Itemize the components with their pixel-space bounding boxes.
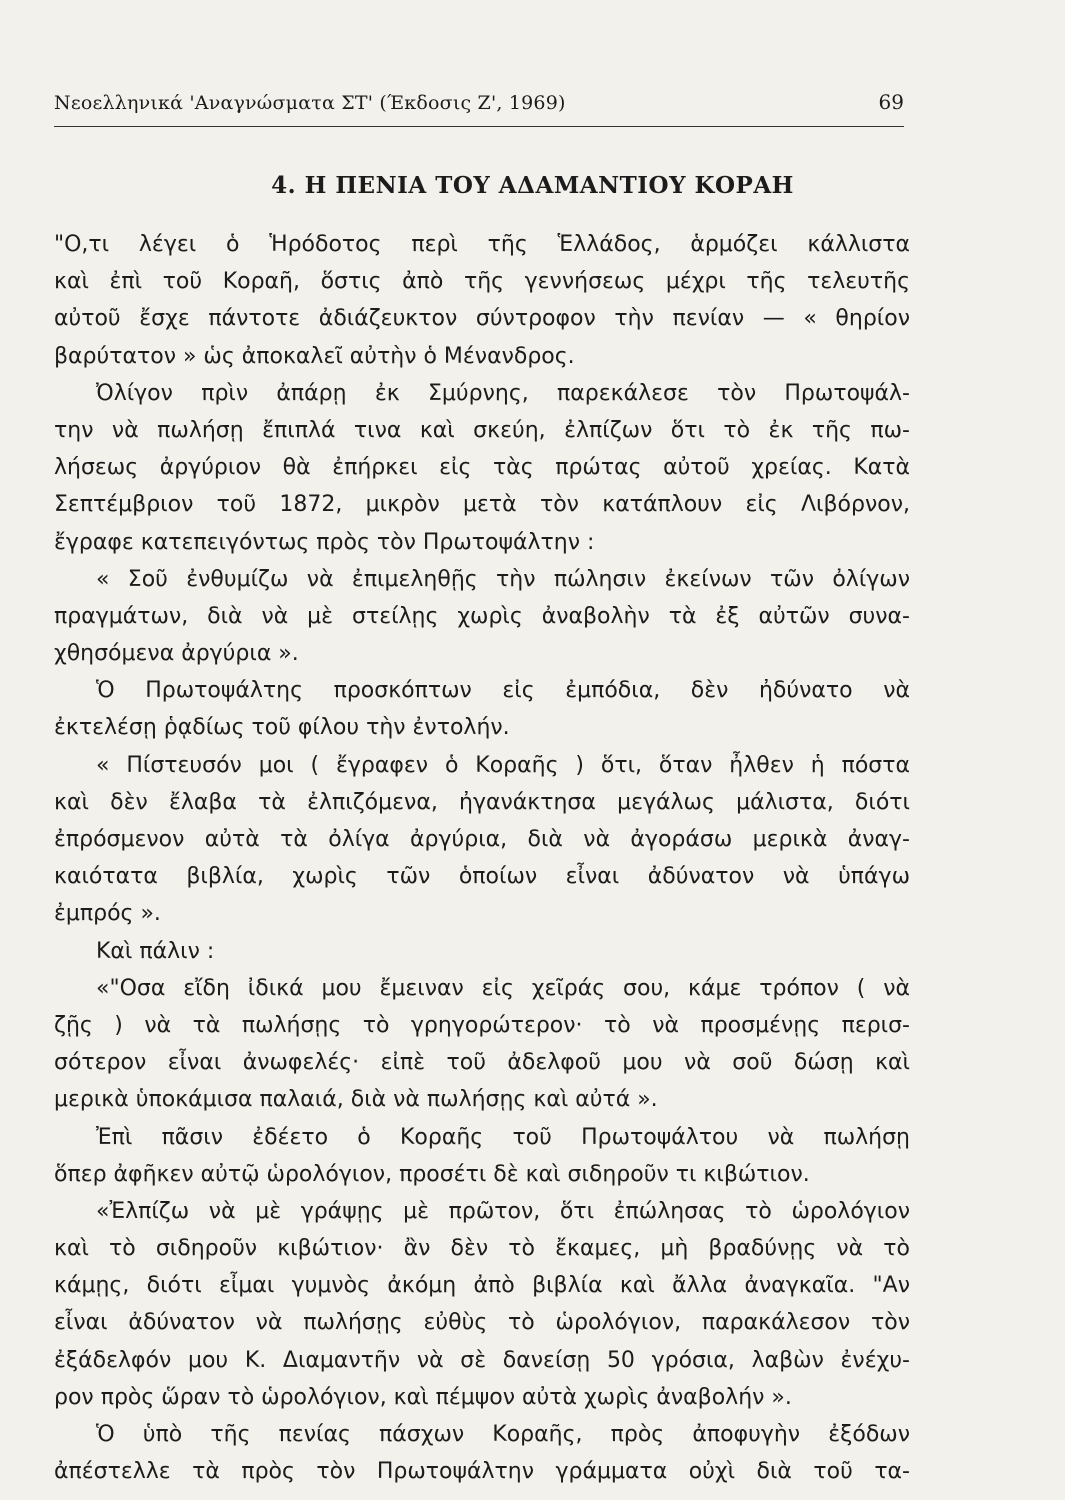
text-line: ἐπρόσμενον αὐτὰ τὰ ὀλίγα ἀργύρια, διὰ νὰ ἀγοράσω μερικὰ ἀναγ- bbox=[54, 827, 910, 852]
text-line: μερικὰ ὑποκάμισα παλαιά, διὰ νὰ πωλήσῃς καὶ αὐτά ». bbox=[54, 1087, 658, 1113]
text-line: ζῇς ) νὰ τὰ πωλήσῃς τὸ γρηγορώτερον· τὸ νὰ προσμένῃς περισ- bbox=[54, 1012, 910, 1038]
text-line: ἀπέστελλε τὰ πρὸς τὸν Πρωτοψάλτην γράμματα οὐχὶ διὰ τοῦ τα- bbox=[54, 1459, 910, 1485]
text-line: «Ἐλπίζω νὰ μὲ γράψῃς μὲ πρῶτον, ὅτι ἐπώλησας τὸ ὡρολόγιον bbox=[96, 1198, 910, 1224]
body-text bbox=[54, 226, 910, 1490]
text-line: Ὀλίγον πρὶν ἀπάρῃ ἐκ Σμύρνης, παρεκάλεσε τὸν Πρωτοψάλ- bbox=[96, 380, 910, 406]
text-line: ἐξάδελφόν μου Κ. Διαμαντῆν νὰ σὲ δανείσῃ 50 γρόσια, λαβὼν ἐνέχυ- bbox=[54, 1347, 910, 1373]
text-line: πραγμάτων, διὰ νὰ μὲ στείλῃς χωρὶς ἀναβολὴν τὰ ἐξ αὐτῶν συνα- bbox=[54, 603, 910, 629]
text-line: την νὰ πωλήσῃ ἔπιπλά τινα καὶ σκεύη, ἐλπίζων ὅτι τὸ ἐκ τῆς πω- bbox=[54, 417, 910, 443]
text-line: αὐτοῦ ἔσχε πάντοτε ἀδιάζευκτον σύντροφον τὴν πενίαν — « θηρίον bbox=[54, 306, 910, 332]
text-line: Ὁ Πρωτοψάλτης προσκόπτων εἰς ἐμπόδια, δὲν ἠδύνατο νὰ bbox=[96, 678, 910, 704]
text-line: σότερον εἶναι ἀνωφελές· εἰπὲ τοῦ ἀδελφοῦ μου νὰ σοῦ δώσῃ καὶ bbox=[54, 1050, 910, 1076]
text-line: Σεπτέμβριον τοῦ 1872, μικρὸν μετὰ τὸν κατάπλουν εἰς Λιβόρνον, bbox=[54, 492, 910, 518]
text-line: καὶ τὸ σιδηροῦν κιβώτιον· ἂν δὲν τὸ ἔκαμες, μὴ βραδύνῃς νὰ τὸ bbox=[54, 1236, 910, 1262]
text-line: κάμῃς, διότι εἶμαι γυμνὸς ἀκόμη ἀπὸ βιβλία καὶ ἄλλα ἀναγκαῖα. "Αν bbox=[54, 1273, 910, 1299]
text-line: εἶναι ἀδύνατον νὰ πωλήσῃς εὐθὺς τὸ ὡρολόγιον, παρακάλεσον τὸν bbox=[54, 1310, 910, 1336]
text-line: ἔγραφε κατεπειγόντως πρὸς τὸν Πρωτοψάλτην : bbox=[54, 529, 595, 555]
text-line: « Σοῦ ἐνθυμίζω νὰ ἐπιμεληθῇς τὴν πώλησιν ἐκείνων τῶν ὀλίγων bbox=[96, 566, 910, 592]
page-number: 69 bbox=[878, 90, 904, 114]
text-line: «"Οσα εἴδη ἰδικά μου ἔμειναν εἰς χεῖράς σου, κάμε τρόπον ( νὰ bbox=[96, 975, 910, 1001]
text-line: « Πίστευσόν μοι ( ἔγραφεν ὁ Κοραῆς ) ὅτι, ὅταν ἦλθεν ἡ πόστα bbox=[96, 752, 910, 778]
text-line: Ἐπὶ πᾶσιν ἐδέετο ὁ Κοραῆς τοῦ Πρωτοψάλτου νὰ πωλήσῃ bbox=[96, 1124, 910, 1150]
text-line: ὅπερ ἀφῆκεν αὐτῷ ὡρολόγιον, προσέτι δὲ καὶ σιδηροῦν τι κιβώτιον. bbox=[54, 1161, 810, 1187]
running-title: Νεοελληνικά 'Αναγνώσματα ΣΤ' (Έκδοσις Ζ', 1969) bbox=[54, 92, 566, 114]
text-line: καὶ ἐπὶ τοῦ Κοραῆ, ὅστις ἀπὸ τῆς γεννήσεως μέχρι τῆς τελευτῆς bbox=[54, 269, 910, 295]
text-line: καὶ δὲν ἔλαβα τὰ ἐλπιζόμενα, ἠγανάκτησα μεγάλως μάλιστα, διότι bbox=[54, 789, 910, 815]
text-line: λήσεως ἀργύριον θὰ ἐπήρκει εἰς τὰς πρώτας αὐτοῦ χρείας. Κατὰ bbox=[54, 455, 910, 481]
text-line: ρον πρὸς ὥραν τὸ ὡρολόγιον, καὶ πέμψον αὐτὰ χωρὶς ἀναβολήν ». bbox=[54, 1384, 792, 1410]
text-line: "Ο,τι λέγει ὁ Ἡρόδοτος περὶ τῆς Ἑλλάδος, ἁρμόζει κάλλιστα bbox=[54, 232, 910, 257]
chapter-title: 4. Η ΠΕΝΙΑ ΤΟΥ ΑΔΑΜΑΝΤΙΟΥ ΚΟΡΑΗ bbox=[271, 172, 794, 199]
text-line: χθησόμενα ἀργύρια ». bbox=[54, 641, 299, 667]
text-line: ἐκτελέσῃ ῥᾳδίως τοῦ φίλου τὴν ἐντολήν. bbox=[54, 715, 510, 741]
text-line: Ὁ ὑπὸ τῆς πενίας πάσχων Κοραῆς, πρὸς ἀποφυγὴν ἐξόδων bbox=[96, 1422, 910, 1447]
text-line: ἐμπρός ». bbox=[54, 901, 161, 927]
text-line: βαρύτατον » ὡς ἀποκαλεῖ αὐτὴν ὁ Μένανδρος. bbox=[54, 343, 575, 369]
text-line: Καὶ πάλιν : bbox=[96, 938, 215, 964]
text-line: καιότατα βιβλία, χωρὶς τῶν ὁποίων εἶναι ἀδύνατον νὰ ὑπάγω bbox=[54, 864, 910, 890]
running-header bbox=[54, 86, 904, 127]
